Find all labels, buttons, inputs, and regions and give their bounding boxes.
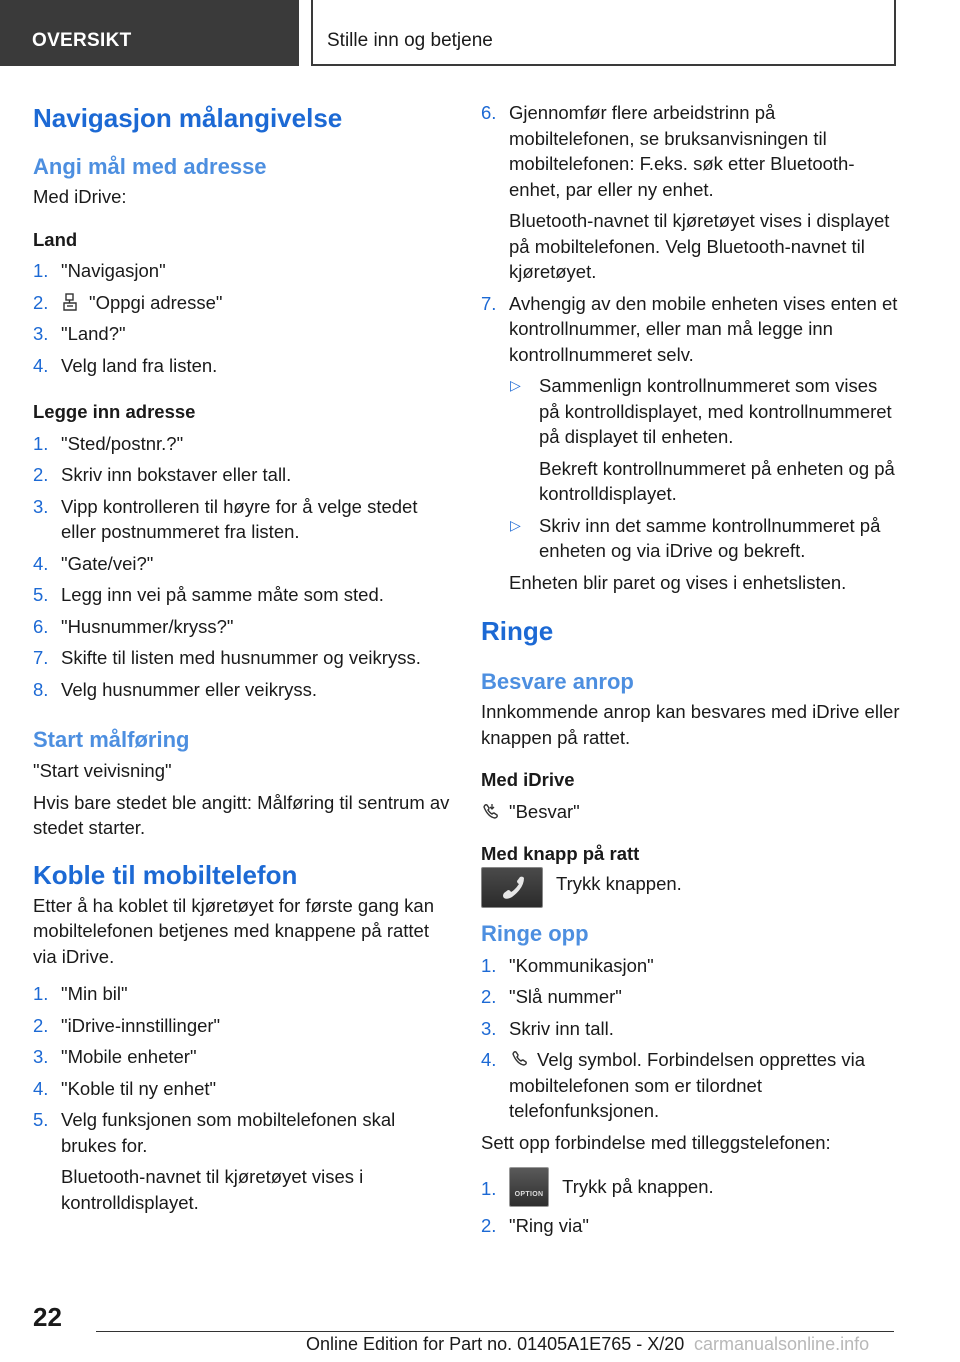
triangle-bullet-icon: ▷ bbox=[510, 377, 521, 393]
address-input-icon bbox=[61, 292, 81, 312]
list-item: 2. Skriv inn bokstaver eller tall. bbox=[33, 464, 292, 485]
nav-title: Navigasjon målangivelse bbox=[33, 103, 343, 133]
option-button-icon: OPTION bbox=[509, 1167, 549, 1207]
start-p2: Hvis bare stedet ble angitt: Målføring til sentrum av stedet starter. bbox=[33, 791, 450, 838]
answer-heading: Besvare anrop bbox=[481, 669, 634, 694]
phone-title: Koble til mobiltelefon bbox=[33, 859, 298, 890]
list-item: 6. Gjennomfør flere arbeidstrinn på mobiltelefonen, se bruksanvisningen til mobiltelefonen: F.eks. søk etter Bluetooth-enhet, par eller ny enhet. bbox=[481, 102, 855, 200]
list-item: 2. "iDrive-innstillinger" bbox=[33, 1014, 221, 1036]
land-steps bbox=[33, 258, 451, 378]
addr-entry-label: Legge inn adresse bbox=[33, 401, 196, 422]
page-number: 22 bbox=[33, 1302, 62, 1332]
chapter-label: Stille inn og betjene bbox=[327, 30, 493, 51]
list-item: 2. "Ring via" bbox=[481, 1215, 589, 1236]
left-column bbox=[33, 100, 451, 1215]
step-note: Enheten blir paret og vises i enhetslisten. bbox=[509, 571, 847, 593]
list-item: 7. Avhengig av den mobile enheten vises enten et kontrollnummer, eller man må legge inn kontrollnummeret selv. bbox=[481, 292, 898, 365]
list-item: 4. Velg land fra listen. bbox=[33, 354, 218, 376]
list-item: 4. "Gate/vei?" bbox=[33, 552, 154, 574]
sub-item: ▷ Skriv inn det samme kontrollnummeret på enheten og via iDrive og bekreft. bbox=[510, 514, 881, 561]
sub-note: Bekreft kontrollnummeret på enheten og på kontrolldisplayet. bbox=[539, 457, 895, 504]
page-header bbox=[0, 0, 960, 66]
list-item: 4. "Koble til ny enhet" bbox=[33, 1077, 217, 1099]
watermark: carmanualsonline.info bbox=[694, 1334, 870, 1354]
sub-item: ▷ Sammenlign kontrollnummeret som vises på kontrolldisplayet, med kontrollnummeret på displayet til enheten. bbox=[510, 375, 892, 447]
addr-steps bbox=[33, 431, 451, 703]
edition-text: Online Edition for Part no. 01405A1E765 - X/20 bbox=[306, 1334, 685, 1354]
phone-intro: Etter å ha koblet til kjøretøyet for første gang kan mobiltelefonen betjenes med knappene på rattet via iDrive. bbox=[33, 894, 435, 967]
list-item: 6. "Husnummer/kryss?" bbox=[33, 615, 234, 637]
wheel-label: Med knapp på ratt bbox=[481, 843, 640, 864]
answer-call-icon bbox=[481, 801, 501, 821]
start-p1: "Start veivisning" bbox=[33, 760, 172, 781]
wheel-text: Trykk knappen. bbox=[556, 872, 682, 894]
list-item: 1. "Kommunikasjon" bbox=[481, 954, 654, 976]
right-column bbox=[481, 100, 901, 1239]
idrive-label: Med iDrive bbox=[481, 769, 575, 790]
list-item: 3. Vipp kontrolleren til høyre for å velge stedet eller postnummeret fra listen. bbox=[33, 495, 418, 542]
list-item: 7. Skifte til listen med husnummer og veikryss. bbox=[33, 647, 421, 668]
phone-handset-icon bbox=[509, 1049, 529, 1069]
section-label: OVERSIKT bbox=[32, 30, 132, 51]
list-item: 1. "Min bil" bbox=[33, 983, 128, 1004]
addr-intro: Med iDrive: bbox=[33, 186, 127, 207]
list-item: 8. Velg husnummer eller veikryss. bbox=[33, 678, 318, 700]
call-steps bbox=[481, 953, 901, 1124]
list-item: 5. Velg funksjonen som mobiltelefonen skal brukes for. bbox=[33, 1109, 396, 1156]
list-item: 5. Legg inn vei på samme måte som sted. bbox=[33, 584, 384, 605]
land-label: Land bbox=[33, 228, 78, 250]
list-item: 2. "Slå nummer" bbox=[481, 986, 622, 1007]
addr-heading: Angi mål med adresse bbox=[33, 154, 267, 179]
answer-intro: Innkommende anrop kan besvares med iDrive eller knappen på rattet. bbox=[481, 701, 900, 748]
extra-intro: Sett opp forbindelse med tilleggstelefonen: bbox=[481, 1131, 831, 1153]
list-item: 3. Skriv inn tall. bbox=[481, 1017, 614, 1039]
step-note: Bluetooth-navnet til kjøretøyet vises i kontrolldisplayet. bbox=[61, 1166, 364, 1213]
steering-phone-button-icon bbox=[481, 867, 543, 908]
list-item: 1. "Sted/postnr.?" bbox=[33, 432, 184, 454]
start-heading: Start målføring bbox=[33, 727, 190, 752]
step-note: Bluetooth-navnet til kjøretøyet vises i displayet på mobiltelefonen. Velg Bluetooth-navnet til kjøretøyet. bbox=[509, 210, 890, 282]
ring-title: Ringe bbox=[481, 616, 554, 646]
wheel-row bbox=[481, 867, 901, 909]
section-tab bbox=[0, 0, 299, 66]
list-item: 4. Velg symbol. Forbindelsen opprettes via mobiltelefonen som er tilordnet telefonfunksjonen. bbox=[481, 1049, 866, 1121]
call-heading: Ringe opp bbox=[481, 920, 589, 946]
list-item: 1. OPTION Trykk på knappen. bbox=[481, 1167, 901, 1207]
list-item: 1. "Navigasjon" bbox=[33, 260, 166, 281]
chapter-tab bbox=[311, 0, 896, 66]
list-item: 2. "Oppgi adresse" bbox=[33, 291, 223, 313]
phone-steps bbox=[33, 981, 451, 1215]
list-item: 3. "Land?" bbox=[33, 323, 126, 344]
triangle-bullet-icon: ▷ bbox=[510, 516, 521, 533]
idrive-answer-row: "Besvar" bbox=[481, 799, 901, 825]
list-item: 3. "Mobile enheter" bbox=[33, 1046, 197, 1067]
footer-divider bbox=[96, 1331, 894, 1332]
